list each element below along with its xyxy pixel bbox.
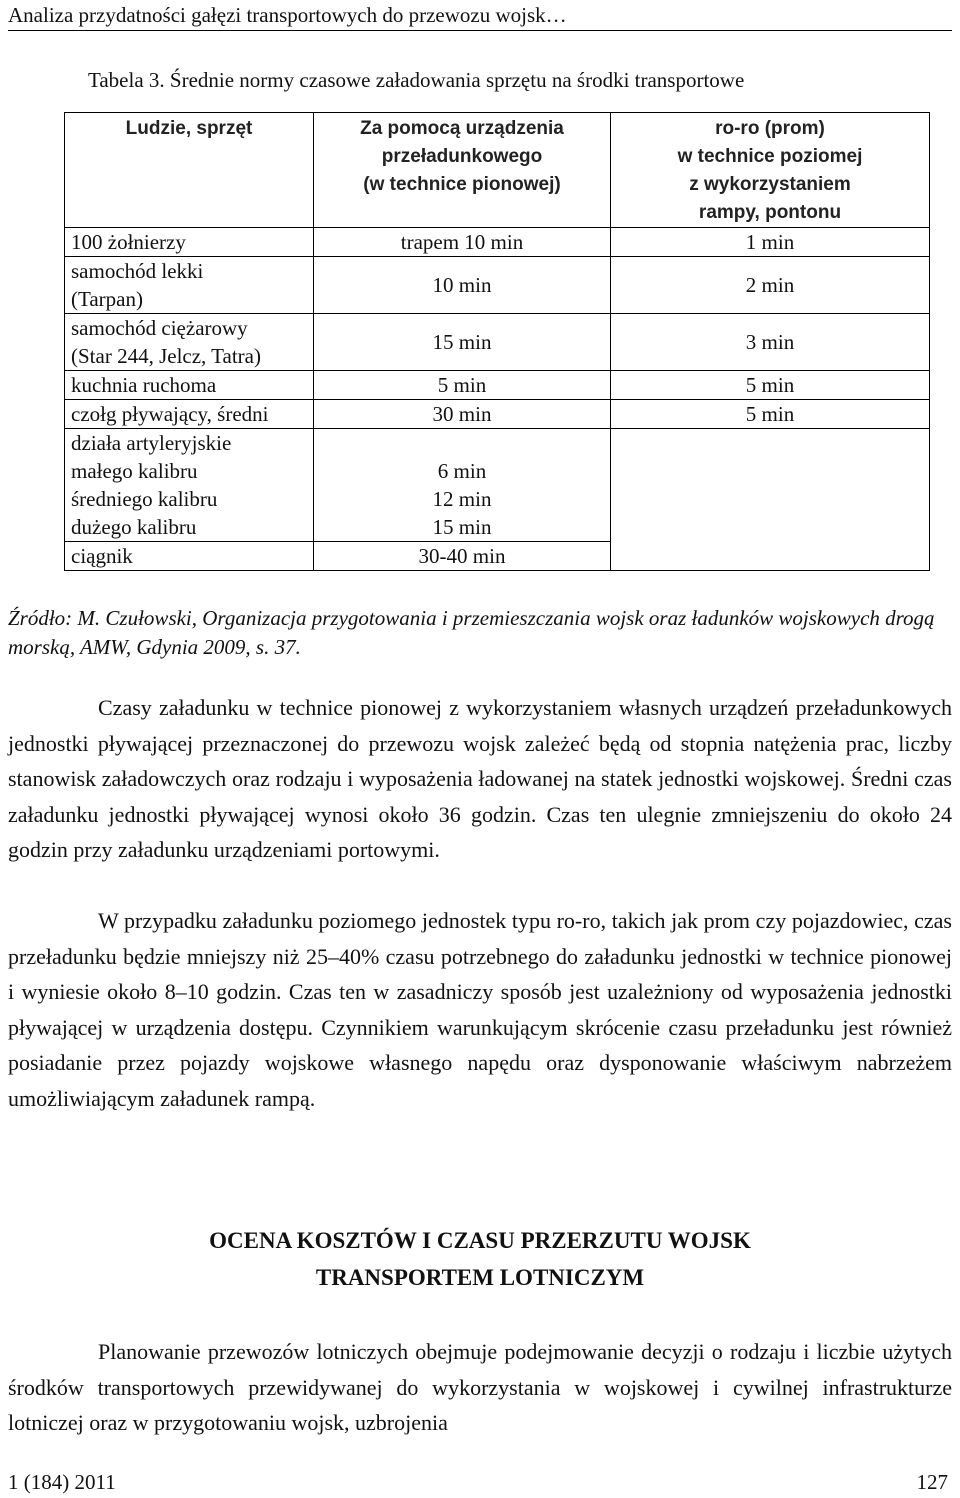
- roro-time-cell: 1 min: [611, 228, 930, 257]
- header-cell-vertical: Za pomocą urządzenia przeładunkowego (w technice pionowej): [314, 113, 611, 228]
- body-paragraph: W przypadku załadunku poziomego jednostek typu ro-ro, takich jak prom czy pojazdowiec, czas przeładunku będzie mniejszy niż 25–40% czasu potrzebnego do załadunku jednostki w technice pionowej i wyniesie około 8–10 godzin. Czas ten w zasadniczy sposób jest uzależniony od wyposażenia jednostki pływającej w urządzenia dostępu. Czynnikiem warunkującym skrócenie czasu przeładunku jest również posiadanie przez pojazdy wojskowe własnego napędu oraz dysponowanie właściwym nabrzeżem umożliwiającym załadunek rampą.: [8, 908, 952, 1111]
- table-row: [65, 314, 930, 371]
- row-label-cell: 100 żołnierzy: [65, 228, 314, 257]
- table-row: [65, 228, 930, 257]
- table-row: [65, 400, 930, 429]
- vertical-time-cell: 6 min 12 min 15 min: [314, 429, 611, 542]
- header-cell-roro: ro-ro (prom) w technice poziomej z wykorzystaniem rampy, pontonu: [611, 113, 930, 228]
- section-heading-line: OCENA KOSZTÓW I CZASU PRZERZUTU WOJSK: [209, 1228, 751, 1253]
- header-cell-equipment: Ludzie, sprzęt: [65, 113, 314, 228]
- table-header: [65, 113, 930, 228]
- table-source-note: Źródło: M. Czułowski, Organizacja przygotowania i przemieszczania wojsk oraz ładunków wojskowych drogą morską, AMW, Gdynia 2009, s. 37.: [8, 606, 935, 659]
- vertical-time-cell: 30-40 min: [314, 542, 611, 571]
- roro-time-cell: [611, 429, 930, 571]
- row-label-cell: działa artyleryjskie małego kalibru średniego kalibru dużego kalibru: [65, 429, 314, 542]
- row-label-cell: samochód lekki (Tarpan): [65, 257, 314, 314]
- roro-time-cell: 2 min: [611, 257, 930, 314]
- roro-time-cell: 5 min: [611, 371, 930, 400]
- table-caption: Tabela 3. Średnie normy czasowe załadowania sprzętu na środki transportowe: [88, 68, 745, 92]
- running-head: Analiza przydatności gałęzi transportowych do przewozu wojsk…: [8, 0, 952, 31]
- body-paragraph: Planowanie przewozów lotniczych obejmuje podejmowanie decyzji o rodzaju i liczbie użytych środków transportowych przewidywanej do wykorzystania w wojskowej i cywilnej infrastrukturze lotniczej oraz w przygotowaniu wojsk, uzbrojenia: [8, 1339, 952, 1435]
- row-label-cell: samochód ciężarowy (Star 244, Jelcz, Tatra): [65, 314, 314, 371]
- page-number: 127: [916, 1470, 948, 1494]
- roro-time-cell: 3 min: [611, 314, 930, 371]
- table-body: [65, 228, 930, 571]
- vertical-time-cell: 10 min: [314, 257, 611, 314]
- table-row: [65, 257, 930, 314]
- table-row: [65, 371, 930, 400]
- vertical-time-cell: 5 min: [314, 371, 611, 400]
- roro-time-cell: 5 min: [611, 400, 930, 429]
- section-heading: [8, 1222, 952, 1296]
- body-paragraph: Czasy załadunku w technice pionowej z wykorzystaniem własnych urządzeń przeładunkowych jednostki pływającej przeznaczonej do przewozu wojsk zależeć będą od stopnia natężenia prac, liczby stanowisk załadowczych oraz rodzaju i wyposażenia ładowanej na statek jednostki wojskowej. Średni czas załadunku jednostki pływającej wynosi około 36 godzin. Czas ten ulegnie zmniejszeniu do około 24 godzin przy załadunku urządzeniami portowymi.: [8, 695, 952, 862]
- issue-number: 1 (184) 2011: [8, 1470, 116, 1494]
- section-heading-line: TRANSPORTEM LOTNICZYM: [315, 1265, 645, 1290]
- norms-table: [64, 112, 930, 571]
- vertical-time-cell: 15 min: [314, 314, 611, 371]
- row-label-cell: ciągnik: [65, 542, 314, 571]
- row-label-cell: kuchnia ruchoma: [65, 371, 314, 400]
- table-header-row: [65, 113, 930, 228]
- vertical-time-cell: 30 min: [314, 400, 611, 429]
- row-label-cell: czołg pływający, średni: [65, 400, 314, 429]
- vertical-time-cell: trapem 10 min: [314, 228, 611, 257]
- table-row: [65, 429, 930, 542]
